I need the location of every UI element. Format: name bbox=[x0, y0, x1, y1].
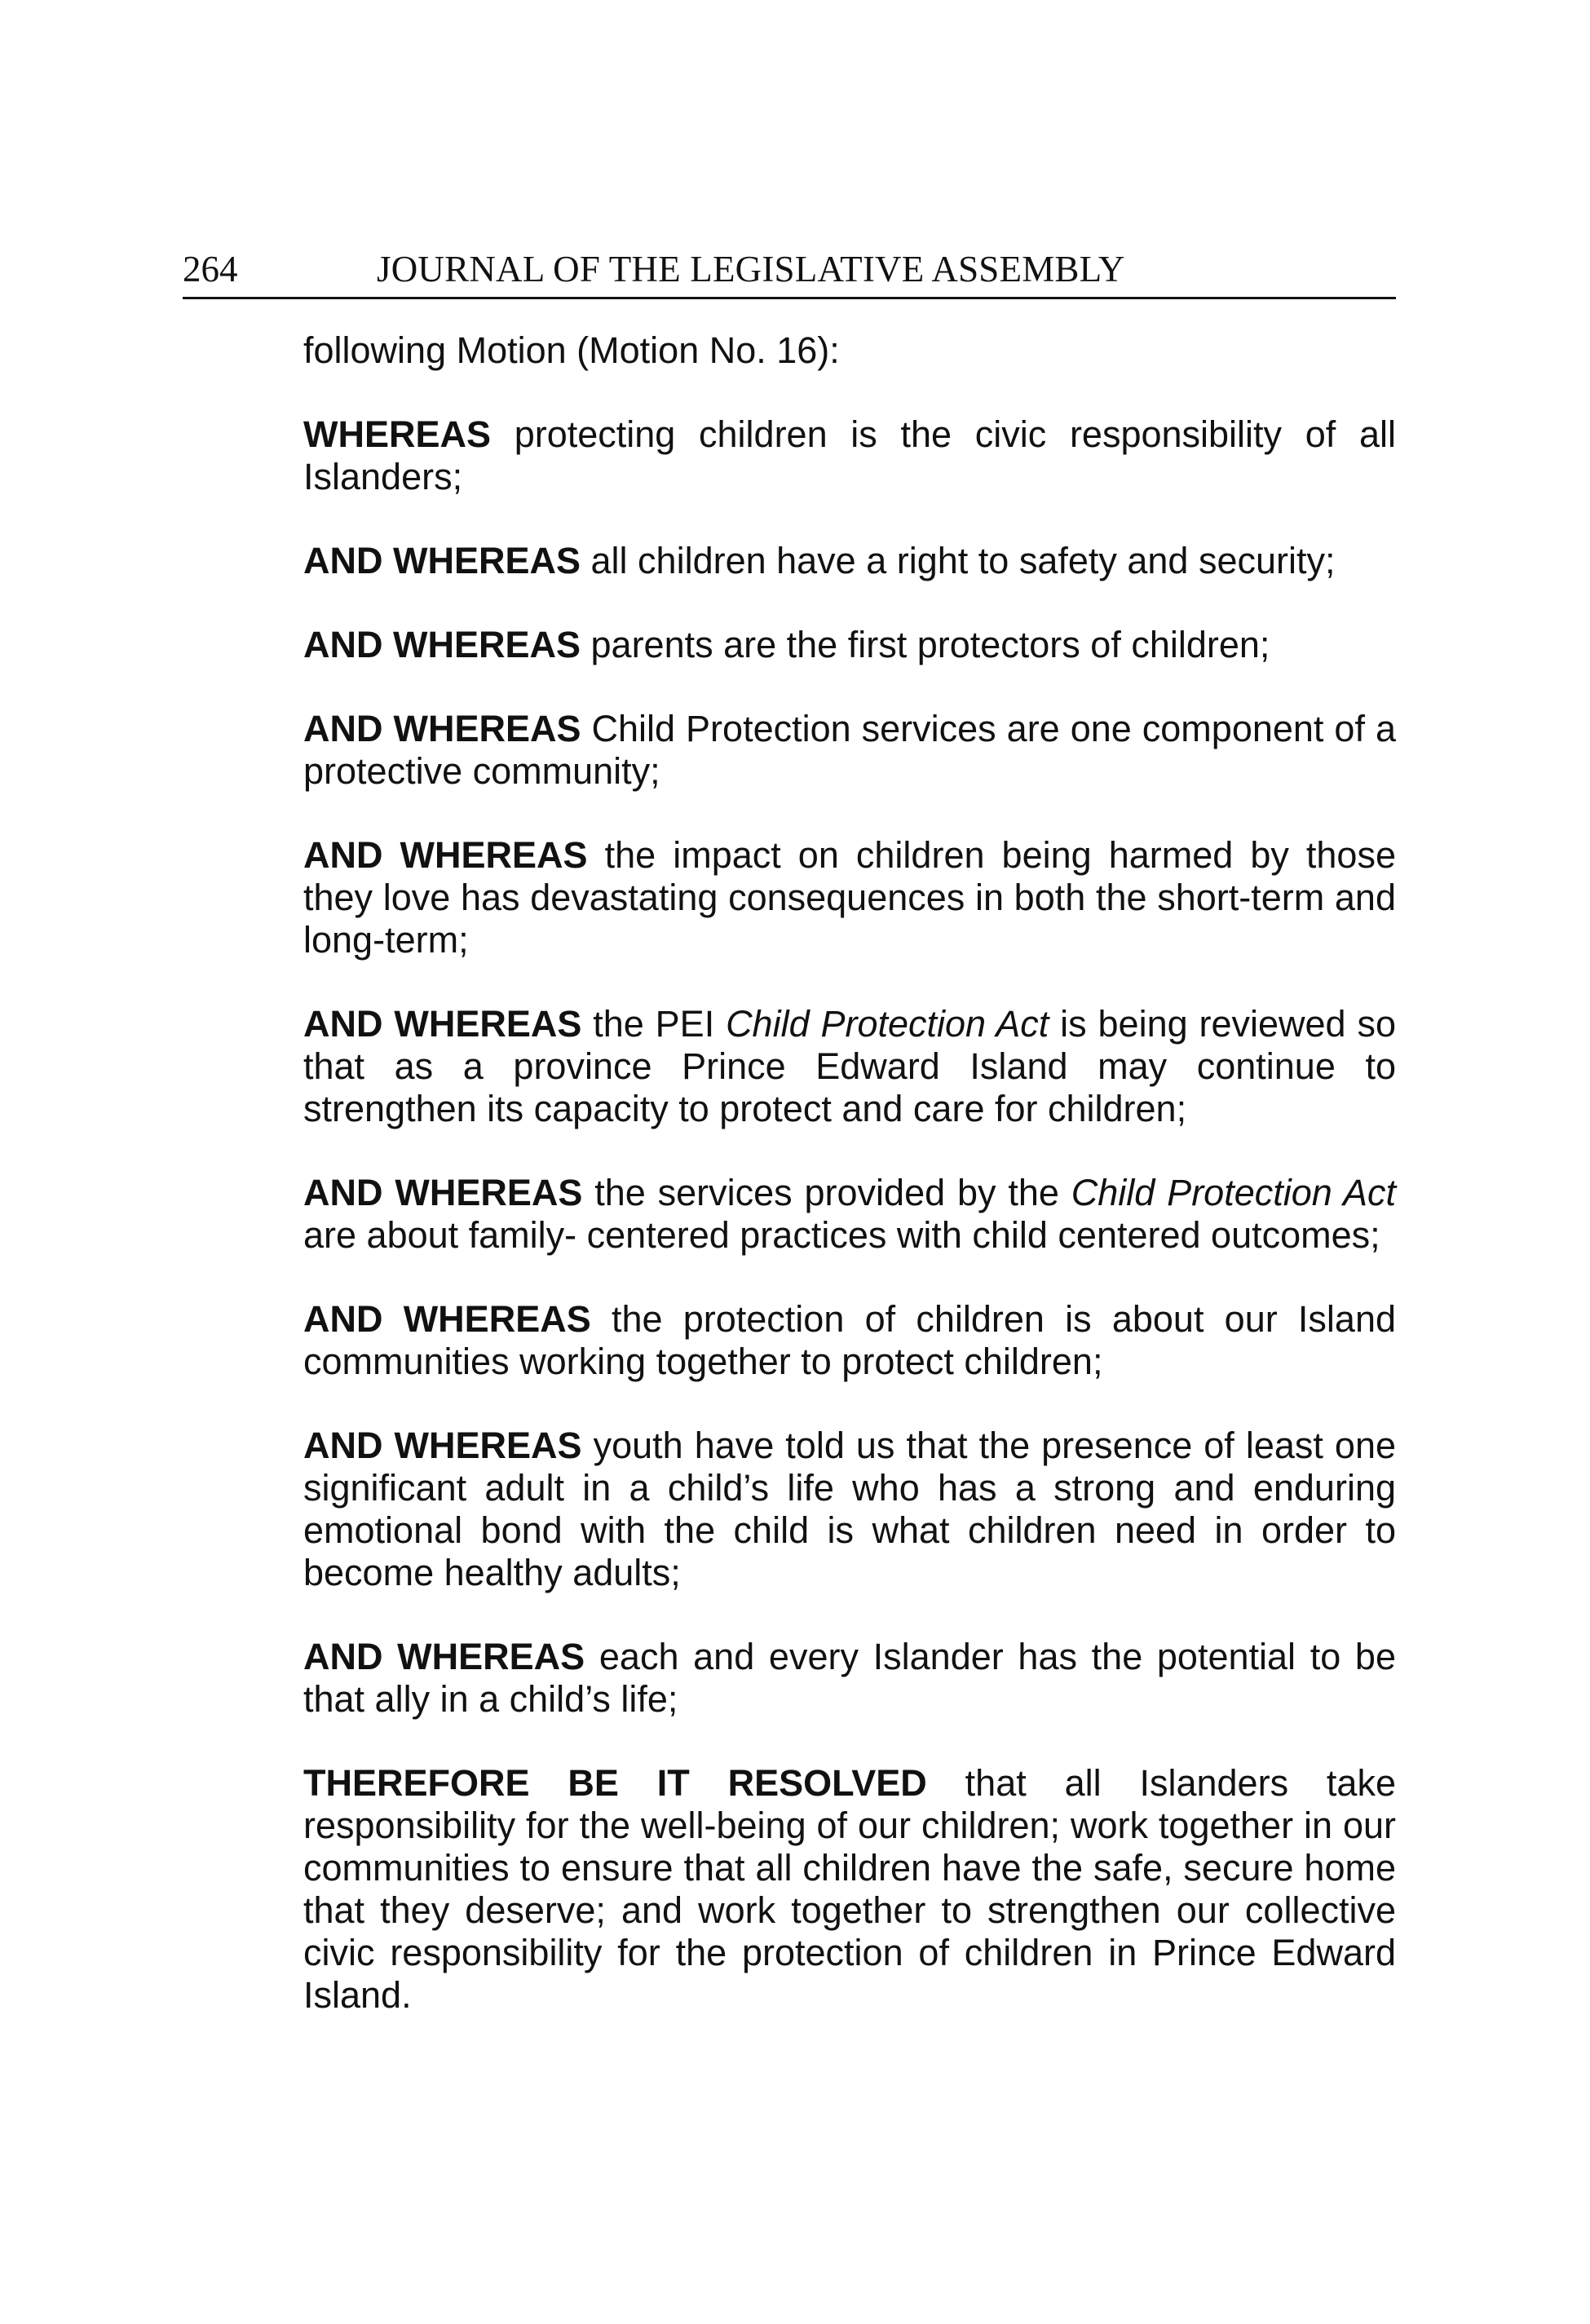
paragraph-text: the impact on children being harmed by those they love has devastating consequences in both the short-term and long-term; bbox=[303, 834, 1396, 961]
whereas-paragraph-10 bbox=[303, 1636, 1396, 1721]
act-title: Child Protection Act bbox=[1071, 1172, 1396, 1213]
keyword-and-whereas: AND WHEREAS bbox=[303, 540, 581, 581]
running-head bbox=[183, 241, 1396, 299]
keyword-and-whereas: AND WHEREAS bbox=[303, 624, 581, 665]
keyword-and-whereas: AND WHEREAS bbox=[303, 1003, 582, 1045]
keyword-and-whereas: AND WHEREAS bbox=[303, 708, 581, 749]
whereas-paragraph-7 bbox=[303, 1172, 1396, 1257]
keyword-and-whereas: AND WHEREAS bbox=[303, 834, 588, 876]
paragraph-text: the protection of children is about our Island communities working together to protect children; bbox=[303, 1298, 1396, 1382]
whereas-paragraph-6 bbox=[303, 1003, 1396, 1130]
paragraph-text: youth have told us that the presence of least one significant adult in a child’s life who has a strong and enduring emotional bond with the child is what children need in order to become healthy adults; bbox=[303, 1425, 1396, 1593]
resolution-paragraph bbox=[303, 1762, 1396, 2017]
act-title: Child Protection Act bbox=[726, 1003, 1049, 1045]
whereas-paragraph-1 bbox=[303, 413, 1396, 498]
keyword-and-whereas: AND WHEREAS bbox=[303, 1172, 583, 1213]
paragraph-text: that all Islanders take responsibility for the well-being of our children; work together in our communities to ensure that all children have the safe, secure home that they deserve; and work together to strengthen our collective civic responsibility for the protection of children in Prince Edward Island. bbox=[303, 1762, 1396, 2016]
paragraph-text: the services provided by the bbox=[582, 1172, 1071, 1213]
keyword-and-whereas: AND WHEREAS bbox=[303, 1425, 582, 1466]
paragraph-text: protecting children is the civic responsibility of all Islanders; bbox=[303, 413, 1396, 497]
whereas-paragraph-5 bbox=[303, 834, 1396, 961]
paragraph-text: all children have a right to safety and security; bbox=[581, 540, 1336, 581]
keyword-whereas: WHEREAS bbox=[303, 413, 492, 455]
whereas-paragraph-2 bbox=[303, 540, 1396, 582]
whereas-paragraph-3 bbox=[303, 624, 1396, 666]
paragraph-text: are about family- centered practices with child centered outcomes; bbox=[303, 1214, 1380, 1256]
paragraph-text: is being reviewed so that as a province Prince Edward Island may continue to strengthen its capacity to protect and care for children; bbox=[303, 1003, 1396, 1129]
keyword-and-whereas: AND WHEREAS bbox=[303, 1636, 585, 1677]
whereas-paragraph-4 bbox=[303, 708, 1396, 793]
whereas-paragraph-8 bbox=[303, 1298, 1396, 1383]
paragraph-text: parents are the first protectors of children; bbox=[581, 624, 1270, 665]
journal-title: JOURNAL OF THE LEGISLATIVE ASSEMBLY bbox=[377, 249, 1125, 289]
motion-intro: following Motion (Motion No. 16): bbox=[303, 329, 840, 371]
whereas-paragraph-9 bbox=[303, 1425, 1396, 1594]
paragraph-text: Child Protection services are one component of a protective community; bbox=[303, 708, 1396, 792]
paragraph-text: the PEI bbox=[581, 1003, 727, 1045]
motion-text bbox=[303, 329, 1396, 2058]
paragraph-text: each and every Islander has the potential to be that ally in a child’s life; bbox=[303, 1636, 1396, 1720]
page-number: 264 bbox=[183, 249, 238, 289]
keyword-therefore-be-it-resolved: THEREFORE BE IT RESOLVED bbox=[303, 1762, 927, 1804]
keyword-and-whereas: AND WHEREAS bbox=[303, 1298, 591, 1340]
